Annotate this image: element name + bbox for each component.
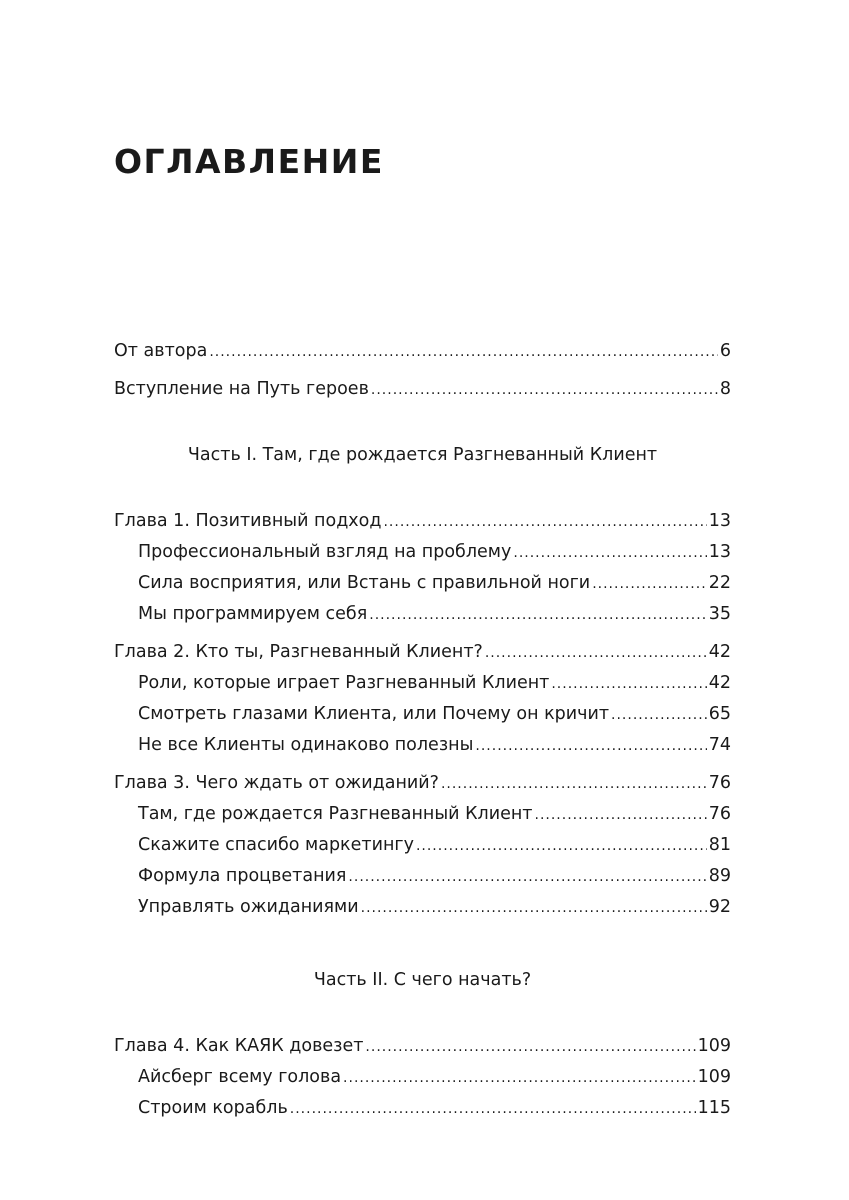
dot-leader <box>416 831 707 862</box>
dot-leader <box>611 700 707 731</box>
toc-section[interactable] <box>114 537 731 568</box>
toc-entry-page: 81 <box>708 835 731 855</box>
dot-leader <box>485 638 707 669</box>
page-title: ОГЛАВЛЕНИЕ <box>114 142 384 181</box>
dot-leader <box>551 669 706 700</box>
toc-entry-label: Глава 4. Как КАЯК довезет <box>114 1036 364 1056</box>
dot-leader <box>343 1063 696 1094</box>
toc-entry-page: 109 <box>697 1067 731 1087</box>
toc-entry-label: Профессиональный взгляд на проблему <box>138 542 512 562</box>
toc-entry-label: Мы программируем себя <box>138 604 368 624</box>
toc-entry-page: 35 <box>708 604 731 624</box>
toc-entry-page: 76 <box>708 773 731 793</box>
toc-entry-label: Глава 1. Позитивный подход <box>114 511 382 531</box>
toc-section[interactable] <box>114 668 731 699</box>
toc-entry-page: 92 <box>708 897 731 917</box>
toc-entry-page: 13 <box>708 511 731 531</box>
toc-section[interactable] <box>114 599 731 630</box>
toc-entry-label: Айсберг всему голова <box>138 1067 342 1087</box>
toc-entry-page: 76 <box>708 804 731 824</box>
part-title: Часть I. Там, где рождается Разгневанный Клиент <box>187 445 658 465</box>
dot-leader <box>365 1032 695 1063</box>
dot-leader <box>209 337 718 368</box>
toc-entry-label: Там, где рождается Разгневанный Клиент <box>138 804 533 824</box>
toc-section[interactable] <box>114 1062 731 1093</box>
dot-leader <box>513 538 706 569</box>
toc-entry-page: 42 <box>708 642 731 662</box>
toc-entry-label: От автора <box>114 341 208 361</box>
toc-entry-intro[interactable] <box>114 374 731 405</box>
toc-chapter[interactable] <box>114 506 731 537</box>
toc-section[interactable] <box>114 699 731 730</box>
toc-entry-author[interactable] <box>114 336 731 367</box>
toc-entry-page: 13 <box>708 542 731 562</box>
dot-leader <box>592 569 707 600</box>
toc-entry-label: Не все Клиенты одинаково полезны <box>138 735 474 755</box>
toc-entry-label: Управлять ожиданиями <box>138 897 359 917</box>
dot-leader <box>361 893 707 924</box>
part-title: Часть II. С чего начать? <box>313 970 532 990</box>
toc-section[interactable] <box>114 892 731 923</box>
toc-chapter[interactable] <box>114 1031 731 1062</box>
dot-leader <box>290 1094 696 1125</box>
toc-entry-label: Вступление на Путь героев <box>114 379 369 399</box>
dot-leader <box>371 375 718 406</box>
toc-entry-page: 115 <box>697 1098 731 1118</box>
toc-entry-label: Формула процветания <box>138 866 347 886</box>
toc-entry-label: Глава 3. Чего ждать от ожиданий? <box>114 773 439 793</box>
toc-entry-page: 6 <box>719 341 731 361</box>
toc-chapter[interactable] <box>114 768 731 799</box>
dot-leader <box>369 600 706 631</box>
dot-leader <box>441 769 707 800</box>
toc-section[interactable] <box>114 799 731 830</box>
toc-section[interactable] <box>114 568 731 599</box>
toc-entry-page: 89 <box>708 866 731 886</box>
toc-entry-label: Сила восприятия, или Встань с правильной ноги <box>138 573 591 593</box>
toc-section[interactable] <box>114 730 731 761</box>
toc-entry-label: Глава 2. Кто ты, Разгневанный Клиент? <box>114 642 483 662</box>
dot-leader <box>348 862 706 893</box>
dot-leader <box>535 800 707 831</box>
toc-entry-page: 65 <box>708 704 731 724</box>
toc-entry-label: Смотреть глазами Клиента, или Почему он кричит <box>138 704 610 724</box>
toc-section[interactable] <box>114 830 731 861</box>
toc-entry-page: 74 <box>708 735 731 755</box>
dot-leader <box>475 731 706 762</box>
dot-leader <box>383 507 706 538</box>
toc-entry-label: Роли, которые играет Разгневанный Клиент <box>138 673 550 693</box>
table-of-contents <box>114 336 731 1124</box>
toc-section[interactable] <box>114 861 731 892</box>
toc-entry-page: 109 <box>697 1036 731 1056</box>
toc-section[interactable] <box>114 1093 731 1124</box>
toc-entry-page: 8 <box>719 379 731 399</box>
toc-entry-label: Скажите спасибо маркетингу <box>138 835 414 855</box>
toc-chapter[interactable] <box>114 637 731 668</box>
toc-entry-page: 42 <box>708 673 731 693</box>
toc-entry-label: Строим корабль <box>138 1098 288 1118</box>
toc-entry-page: 22 <box>708 573 731 593</box>
